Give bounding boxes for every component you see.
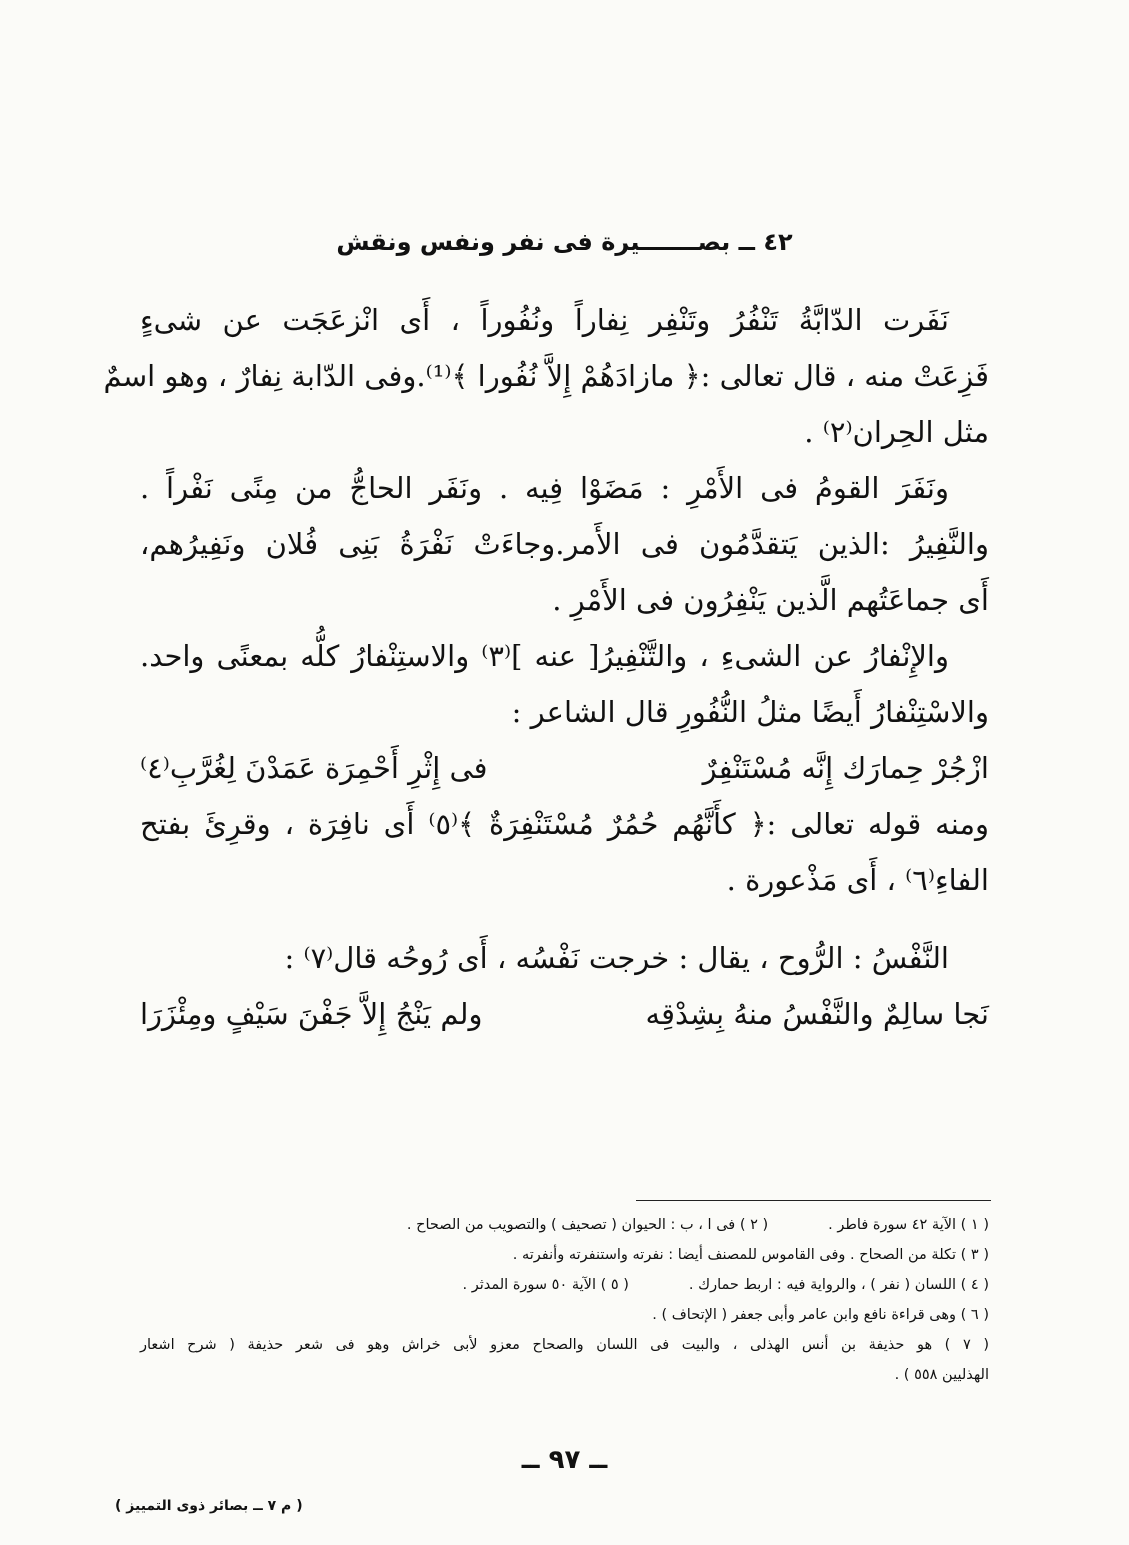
footnote: ( ٦ ) وهى قراءة نافع وابن عامر وأبى جعفر ( الإتحاف ) . (652, 1307, 989, 1323)
footnote-row (140, 1210, 989, 1240)
verse-second-hemistich: ولم يَنْجُ إِلاَّ جَفْنَ سَيْفٍ ومِئْزَرَا (140, 997, 483, 1031)
footnote: ( ٣ ) تكلة من الصحاح . وفى القاموس للمصنف أيضا : نفرته واستنفرته وأنفرته . (512, 1247, 989, 1263)
text-line: ومنه قوله تعالى :﴿ كأَنَّهُم حُمُرٌ مُسْتَنْفِرَةٌ ﴾⁽٥⁾ أَى نافِرَة ، وقرِئَ بفتح (140, 807, 989, 841)
footnote-separator (636, 1200, 991, 1201)
text-line: نَفَرت الدّابَّةُ تَنْفُرُ وتَنْفِر نِفاراً ونُفُوراً ، أَى انْزعَجَت عن شىءٍ (140, 303, 949, 337)
printer-signature: ( م ٧ ــ بصائر ذوى التمييز ) (115, 1498, 303, 1514)
text-line: مثل الحِران⁽٢⁾ . (804, 415, 989, 449)
text-line: أَى جماعَتُهم الَّذين يَنْفِرُون فى الأَمْرِ . (552, 583, 989, 617)
verse-first-hemistich: نَجا سالِمٌ والنَّفْسُ منهُ بِشِدْقِه (645, 997, 989, 1031)
footnote: ( ٤ ) اللسان ( نفر ) ، والرواية فيه : اربط حمارك . (688, 1277, 989, 1293)
footnote: ( ٥ ) الآية ٥٠ سورة المدثر . (462, 1277, 629, 1293)
text-line: والنَّفِيرُ :الذين يَتقدَّمُون فى الأَمر.وجاءَتْ نَفْرَةُ بَنِى فُلان ونَفِيرُهم، (140, 527, 989, 561)
text-line: فَزِعَتْ منه ، قال تعالى :﴿ مازادَهُمْ إِلاَّ نُفُورا ﴾⁽¹⁾.وفى الدّابة نِفارٌ ، وهو اسمٌ (103, 359, 989, 393)
verse-second-hemistich: فى إِثْرِ أَحْمِرَة عَمَدْنَ لِغُرَّبِ⁽٤⁾ (140, 751, 488, 785)
text-line: النَّفْسُ : الرُّوح ، يقال : خرجت نَفْسُه ، أَى رُوحُه قال⁽٧⁾ : (284, 941, 949, 975)
text-line: والإِنْفارُ عن الشىءِ ، والتَّنْفِيرُ[ عنه ]⁽٣⁾ والاستِنْفارُ كلُّه بمعنًى واحد. (140, 639, 949, 673)
poem-verse (140, 740, 989, 796)
page-number: ــ ٩٧ ــ (521, 1445, 608, 1475)
footnotes (140, 1210, 989, 1390)
chapter-heading: ٤٢ ــ بصـــــــيرة فى نفر ونفس ونقش (336, 228, 793, 256)
footnote: الهذليين ٥٥٨ ) . (894, 1367, 989, 1383)
text-line: ونَفَرَ القومُ فى الأَمْرِ : مَضَوْا فِيه . ونَفَر الحاجُّ من مِنًى نَفْراً . (140, 471, 949, 505)
footnote: ( ٢ ) فى ا ، ب : الحيوان ( تصحيف ) والتصويب من الصحاح . (406, 1217, 769, 1233)
footnote: ( ٧ ) هو حذيفة بن أنس الهذلى ، والبيت فى اللسان والصحاح معزو لأبى خراش وهو فى شعر حذيفة ( شرح اشعار (140, 1337, 989, 1353)
main-text (103, 292, 989, 1042)
footnote-row (140, 1270, 989, 1300)
verse-first-hemistich: ازْجُرْ حِمارَك إِنَّه مُسْتَنْفِرٌ (702, 751, 989, 785)
text-line: الفاءِ⁽٦⁾ ، أَى مَذْعورة . (726, 863, 989, 897)
poem-verse (140, 986, 989, 1042)
footnote: ( ١ ) الآية ٤٢ سورة فاطر . (828, 1217, 989, 1233)
text-line: والاسْتِنْفارُ أَيضًا مثلُ النُّفُورِ قال الشاعر : (511, 695, 989, 729)
